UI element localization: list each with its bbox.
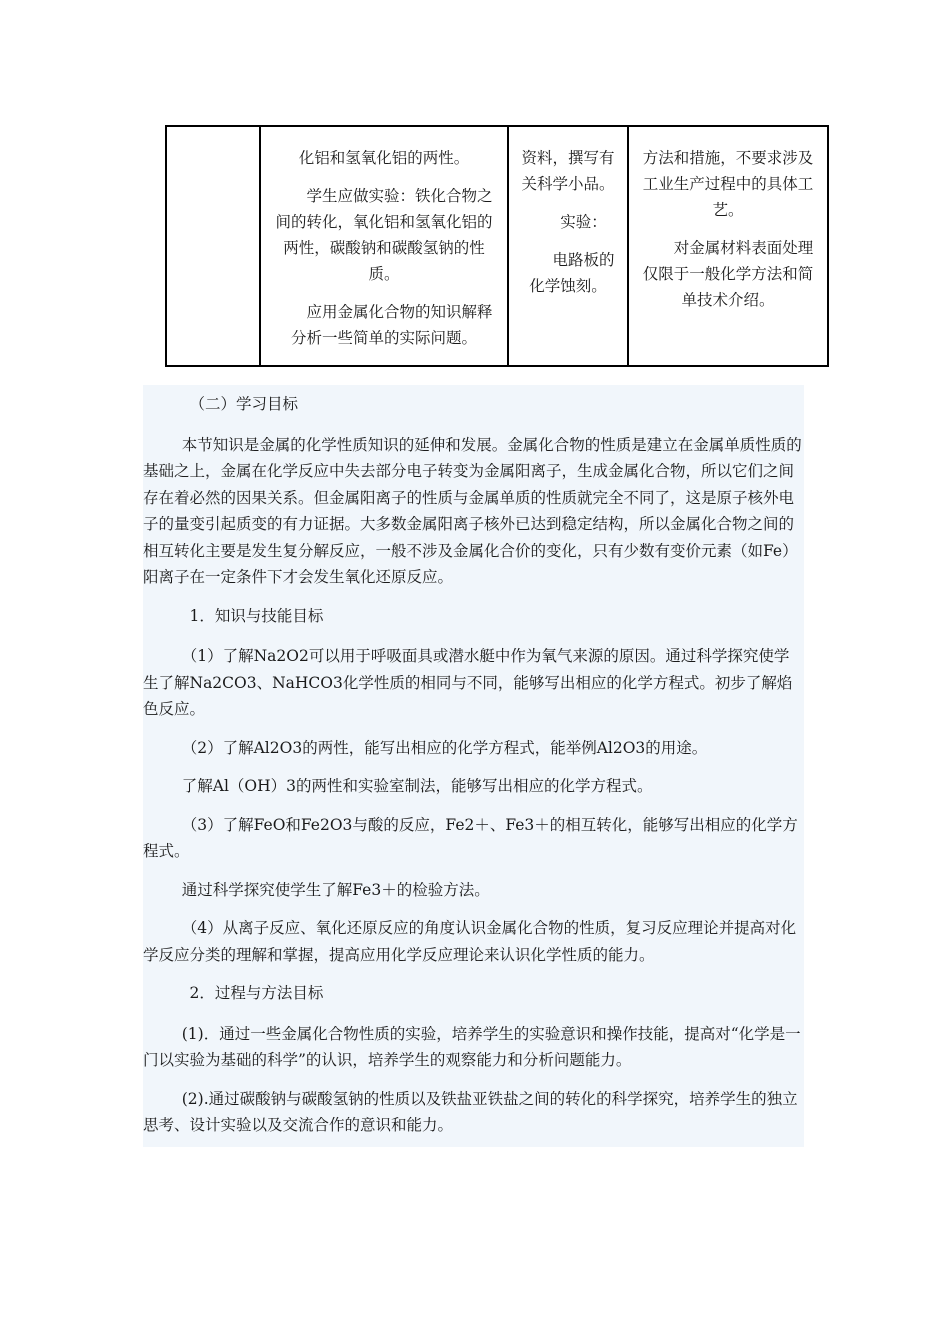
cell-paragraph: 实验： bbox=[560, 213, 607, 231]
cell-paragraph: 对金属材料表面处理仅限于一般化学方法和简单技术介绍。 bbox=[642, 239, 814, 309]
objective-paragraph: （1）了解Na2O2可以用于呼吸面具或潜水艇中作为氧气来源的原因。通过科学探究使学生了解Na2CO3、NaHCO3化学性质的相同与不同，能够写出相应的化学方程式。初步了解焰色反应。 bbox=[143, 647, 793, 718]
table-cell-empty bbox=[166, 126, 260, 366]
cell-paragraph: 电路板的化学蚀刻。 bbox=[529, 251, 615, 295]
objective-paragraph: （4）从离子反应、氧化还原反应的角度认识金属化合物的性质，复习反应理论并提高对化学反应分类的理解和掌握，提高应用化学反应理论来认识化学性质的能力。 bbox=[143, 919, 797, 964]
cell-paragraph: 应用金属化合物的知识解释分析一些简单的实际问题。 bbox=[290, 303, 493, 347]
objective-paragraph: (2).通过碳酸钠与碳酸氢钠的性质以及铁盐亚铁盐之间的转化的科学探究，培养学生的独立思考、设计实验以及交流合作的意识和能力。 bbox=[143, 1089, 798, 1134]
objective-paragraph: （2）了解Al2O3的两性，能写出相应的化学方程式，能举例Al2O3的用途。 bbox=[181, 738, 708, 757]
objective-paragraph: 通过科学探究使学生了解Fe3＋的检验方法。 bbox=[181, 880, 490, 899]
table-cell-content-requirements bbox=[260, 126, 508, 366]
intro-paragraph: 本节知识是金属的化学性质知识的延伸和发展。金属化合物的性质是建立在金属单质性质的基础之上，金属在化学反应中失去部分电子转变为金属阳离子，生成金属化合物，所以它们之间存在着必然的因果关系。但金属阳离子的性质与金属单质的性质就完全不同了，这是原子核外电子的量变引起质变的有力证据。大多数金属阳离子核外已达到稳定结构，所以金属化合物之间的相互转化主要是发生复分解反应，一般不涉及金属化合价的变化，只有少数有变价元素（如Fe）阳离子在一定条件下才会发生氧化还原反应。 bbox=[143, 435, 802, 586]
curriculum-table bbox=[165, 125, 829, 367]
objective-paragraph: (1)．通过一些金属化合物性质的实验，培养学生的实验意识和操作技能，提高对“化学是一门以实验为基础的科学”的认识，培养学生的观察能力和分析问题能力。 bbox=[143, 1024, 801, 1069]
table-cell-activities bbox=[508, 126, 628, 366]
objective-paragraph: 了解Al（OH）3的两性和实验室制法，能够写出相应的化学方程式。 bbox=[181, 777, 653, 795]
cell-paragraph: 学生应做实验：铁化合物之间的转化，氧化铝和氢氧化铝的两性，碳酸钠和碳酸氢钠的性质。 bbox=[275, 187, 493, 283]
cell-paragraph: 资料，撰写有关科学小品。 bbox=[521, 149, 615, 193]
learning-objectives-section bbox=[143, 385, 804, 1147]
table-row bbox=[166, 126, 828, 366]
subheading-knowledge-skills: 1．知识与技能目标 bbox=[189, 606, 324, 625]
objective-paragraph: （3）了解FeO和Fe2O3与酸的反应，Fe2＋、Fe3＋的相互转化，能够写出相应的化学方程式。 bbox=[143, 815, 798, 860]
cell-paragraph: 方法和措施，不要求涉及工业生产过程中的具体工艺。 bbox=[642, 149, 814, 219]
table-cell-notes bbox=[628, 126, 828, 366]
section-title: （二）学习目标 bbox=[189, 395, 299, 413]
cell-paragraph: 化铝和氢氧化铝的两性。 bbox=[298, 149, 470, 167]
subheading-process-methods: 2．过程与方法目标 bbox=[189, 984, 324, 1002]
